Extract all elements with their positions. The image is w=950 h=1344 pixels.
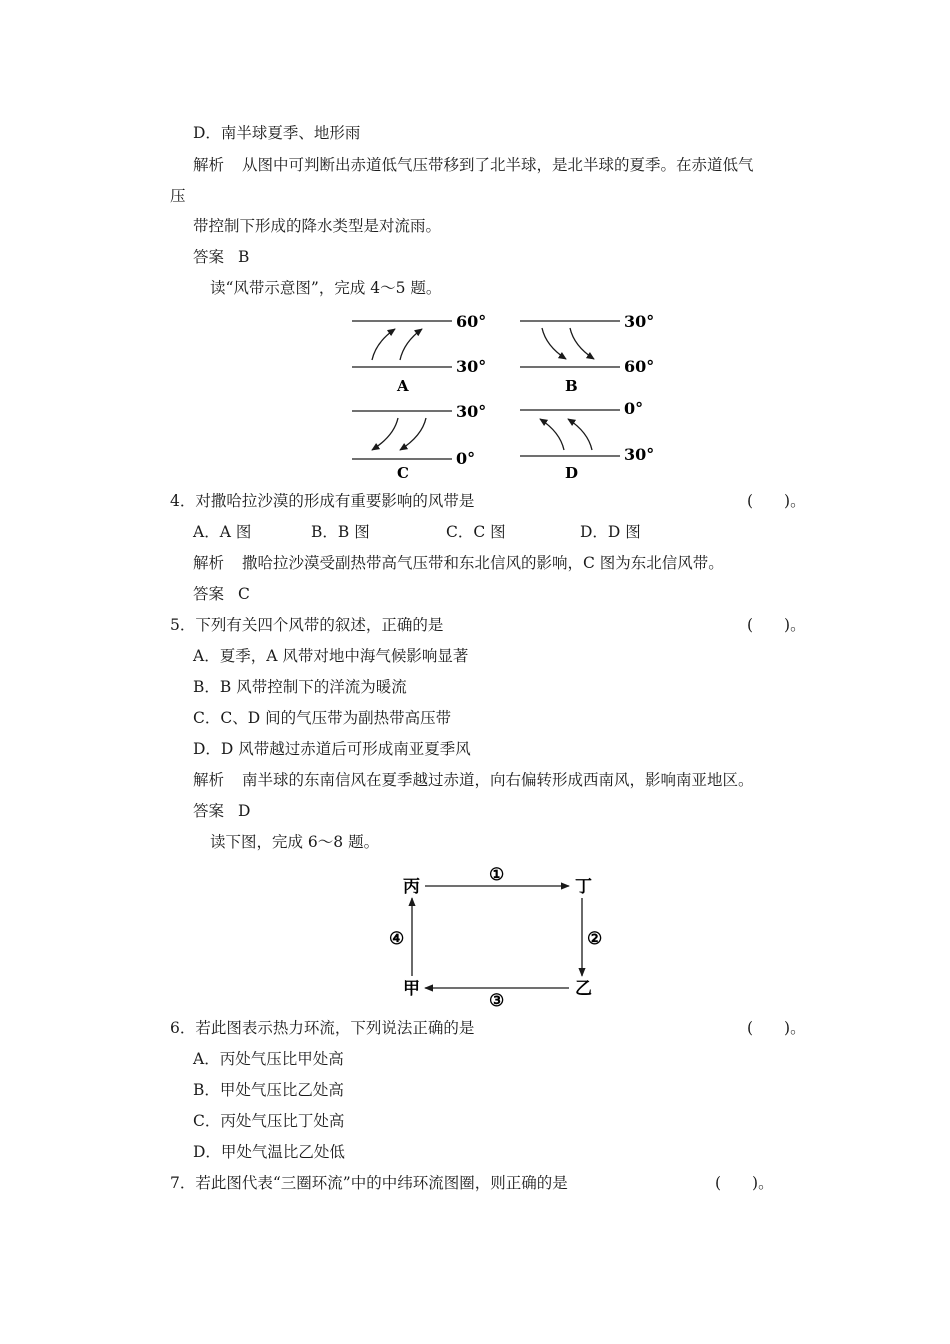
wind-panel-a [352, 312, 486, 395]
q4-option-a: A．A 图 [193, 523, 252, 541]
analysis-text: 南半球的东南信风在夏季越过赤道，向右偏转形成西南风，影响南亚地区。 [242, 771, 754, 789]
q6-option-c: C．丙处气压比丁处高 [193, 1112, 345, 1130]
answer-value: B [238, 248, 250, 266]
q4-option-b: B．B 图 [311, 523, 370, 541]
label-top-arrow: ① [489, 865, 505, 885]
q5-analysis [193, 770, 754, 790]
wind-panel-d [520, 399, 654, 482]
wind-arrow [542, 328, 566, 359]
node-top-right: 丁 [575, 877, 592, 897]
q6-option-a: A．丙处气压比甲处高 [193, 1050, 344, 1068]
q5-stem: 5．下列有关四个风带的叙述，正确的是 [170, 616, 444, 634]
q4-answer-blank: ( )。 [747, 492, 806, 510]
wind-arrow [540, 419, 564, 450]
wind-panel-b [520, 312, 654, 395]
panel-letter: A [397, 377, 409, 395]
latitude-label: 60° [624, 357, 655, 376]
label-right-arrow: ② [587, 929, 603, 949]
q3-analysis-wrap: 压 [170, 187, 186, 205]
intro-4-5: 读“风带示意图”，完成 4～5 题。 [210, 279, 442, 297]
q5-option-b: B．B 风带控制下的洋流为暖流 [193, 678, 407, 696]
q7-stem: 7．若此图代表“三圈环流”中的中纬环流图圈，则正确的是 [170, 1174, 568, 1192]
q6-answer-blank: ( )。 [747, 1019, 806, 1037]
q5-option-a: A．夏季，A 风带对地中海气候影响显著 [193, 647, 469, 665]
circulation-diagram [385, 860, 615, 1010]
wind-arrow [372, 329, 395, 360]
q5-answer [193, 801, 250, 821]
analysis-label: 解析 [193, 554, 225, 572]
latitude-label: 0° [624, 399, 644, 418]
latitude-label: 30° [624, 312, 655, 331]
latitude-label: 30° [624, 445, 655, 464]
q5-option-d: D．D 风带越过赤道后可形成南亚夏季风 [193, 740, 471, 758]
analysis-text: 从图中可判断出赤道低气压带移到了北半球，是北半球的夏季。在赤道低气 [242, 156, 754, 174]
wind-arrow [400, 418, 426, 450]
q5-answer-blank: ( )。 [747, 616, 806, 634]
q3-analysis-cont: 带控制下形成的降水类型是对流雨。 [193, 217, 442, 235]
q5-option-c: C．C、D 间的气压带为副热带高压带 [193, 709, 452, 727]
q6-stem: 6．若此图表示热力环流，下列说法正确的是 [170, 1019, 475, 1037]
answer-label: 答案 [193, 585, 225, 603]
analysis-label: 解析 [193, 771, 225, 789]
q4-option-c: C．C 图 [446, 523, 506, 541]
wind-belt-diagram [340, 304, 670, 486]
latitude-label: 0° [456, 449, 476, 468]
node-top-left: 丙 [403, 877, 420, 897]
latitude-label: 30° [456, 402, 487, 421]
wind-arrow [568, 419, 592, 450]
answer-value: C [238, 585, 250, 603]
panel-letter: C [397, 464, 409, 482]
latitude-label: 60° [456, 312, 487, 331]
q4-stem: 4．对撒哈拉沙漠的形成有重要影响的风带是 [170, 492, 475, 510]
panel-letter: D [565, 464, 579, 482]
answer-label: 答案 [193, 802, 225, 820]
latitude-label: 30° [456, 357, 487, 376]
q6-option-d: D．甲处气温比乙处低 [193, 1143, 345, 1161]
wind-arrow [400, 329, 422, 360]
node-bottom-left: 甲 [403, 979, 420, 999]
wind-arrow [570, 328, 594, 359]
wind-panel-c [352, 402, 486, 482]
panel-letter: B [565, 377, 578, 395]
node-bottom-right: 乙 [575, 979, 592, 999]
label-left-arrow: ④ [389, 929, 405, 949]
q4-analysis [193, 553, 724, 573]
intro-6-8: 读下图，完成 6～8 题。 [210, 833, 380, 851]
q6-option-b: B．甲处气压比乙处高 [193, 1081, 344, 1099]
label-bottom-arrow: ③ [489, 991, 505, 1010]
q7-answer-blank: ( )。 [715, 1174, 774, 1192]
q3-analysis [193, 155, 754, 175]
answer-label: 答案 [193, 248, 225, 266]
analysis-text: 撒哈拉沙漠受副热带高气压带和东北信风的影响，C 图为东北信风带。 [242, 554, 724, 572]
answer-value: D [238, 802, 251, 820]
q3-answer [193, 247, 249, 267]
q4-answer [193, 584, 250, 604]
q3-option-d: D．南半球夏季、地形雨 [193, 124, 361, 142]
q4-option-d: D．D 图 [580, 523, 641, 541]
analysis-label: 解析 [193, 156, 225, 174]
wind-arrow [372, 418, 398, 450]
